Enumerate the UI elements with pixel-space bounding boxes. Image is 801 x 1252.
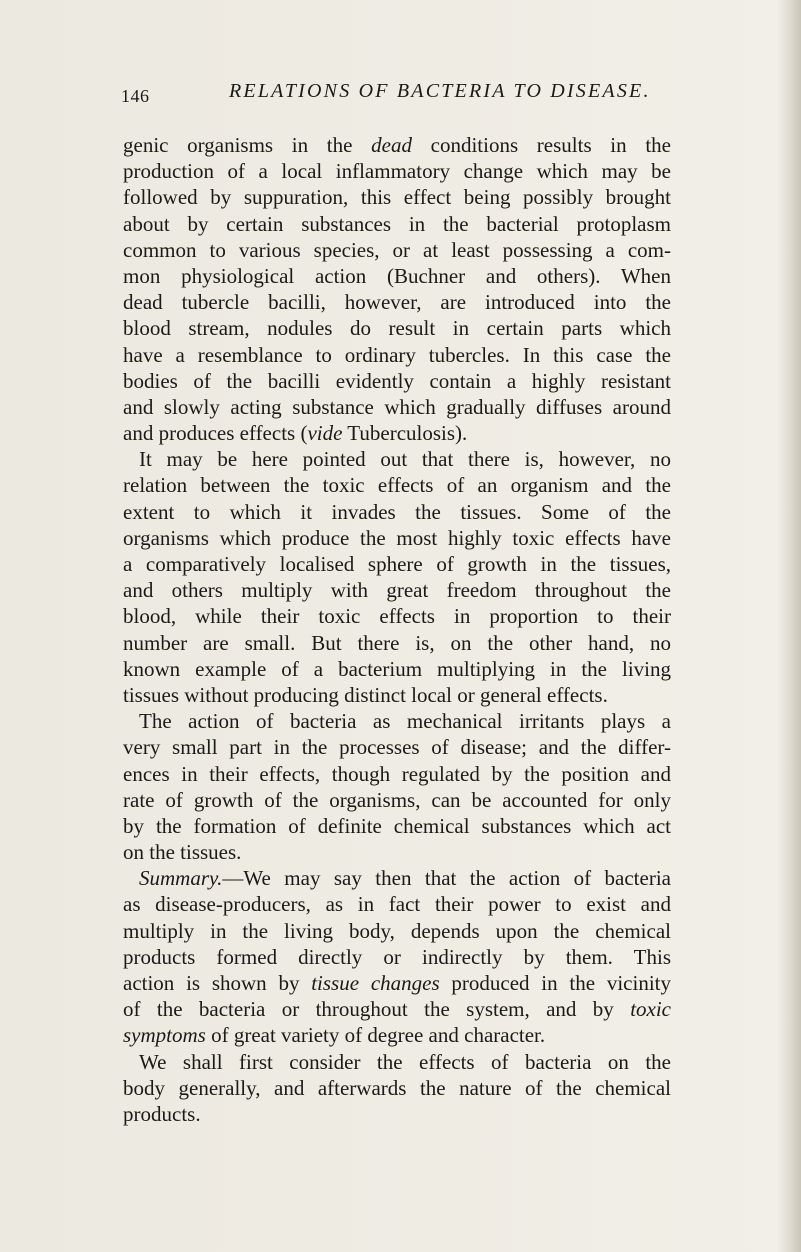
text-run: common to various species, or at least possessing a com- — [123, 237, 671, 262]
text-run: ences in their effects, though regulated by the position and — [123, 761, 671, 786]
text-run: relation between the toxic effects of an organism and the — [123, 473, 671, 498]
text-line — [123, 368, 671, 394]
text-run: multiply in the living body, depends upon the chemical — [123, 918, 671, 943]
text-line — [123, 315, 671, 341]
text-run: products formed directly or indirectly by them. This — [123, 944, 671, 969]
text-run: as disease-producers, as in fact their power to exist and — [123, 892, 671, 917]
text-line — [123, 342, 671, 368]
text-run: and others multiply with great freedom throughout the — [123, 578, 671, 603]
text-run: It may be here pointed out that there is, however, no — [139, 447, 671, 472]
text-line — [123, 472, 671, 498]
text-line — [123, 132, 671, 158]
text-run: have a resemblance to ordinary tubercles. In this case the — [123, 342, 671, 367]
text-line — [123, 944, 671, 970]
text-run: on the tissues. — [123, 840, 242, 865]
text-line — [123, 289, 671, 315]
text-run: tissues without producing distinct local or general effects. — [123, 682, 608, 707]
text-run: by the formation of definite chemical substances which act — [123, 813, 671, 838]
text-line — [123, 970, 671, 996]
text-run: Summary.—We may say then that the action of bacteria — [139, 866, 671, 891]
page-number: 146 — [121, 86, 150, 106]
body-text — [123, 132, 671, 1127]
text-run: extent to which it invades the tissues. Some of the — [123, 499, 671, 524]
text-run: body generally, and afterwards the nature of the chemical — [123, 1075, 671, 1100]
text-run: of the bacteria or throughout the system, and by toxic — [123, 997, 671, 1022]
text-line — [123, 420, 671, 446]
text-line — [123, 734, 671, 760]
text-run: The action of bacteria as mechanical irritants plays a — [139, 709, 671, 734]
text-line — [123, 499, 671, 525]
text-run: blood stream, nodules do result in certain parts which — [123, 316, 671, 341]
text-run: a comparatively localised sphere of growth in the tissues, — [123, 552, 671, 576]
text-line — [123, 1075, 671, 1101]
text-line — [123, 577, 671, 603]
text-run: known example of a bacterium multiplying in the living — [123, 656, 671, 681]
text-run: production of a local inflammatory change which may be — [123, 159, 671, 184]
text-run: followed by suppuration, this effect being possibly brought — [123, 185, 671, 210]
text-line — [123, 263, 671, 289]
text-run: genic organisms in the dead conditions results in the — [123, 133, 671, 157]
text-run: action is shown by tissue changes produced in the vicinity — [123, 971, 671, 995]
text-run: bodies of the bacilli evidently contain a highly resistant — [123, 368, 671, 393]
text-run: symptoms of great variety of degree and character. — [123, 1023, 546, 1048]
text-run: and slowly acting substance which gradually diffuses around — [123, 394, 671, 419]
text-line — [123, 682, 671, 708]
text-run: dead tubercle bacilli, however, are introduced into the — [123, 290, 671, 315]
text-run: very small part in the processes of disease; and the differ- — [123, 735, 671, 760]
running-head: RELATIONS OF BACTERIA TO DISEASE. — [229, 80, 651, 102]
text-line — [123, 656, 671, 682]
text-line — [123, 996, 671, 1022]
page-header — [121, 80, 681, 110]
text-run: about by certain substances in the bacterial protoplasm — [123, 211, 671, 236]
page-edge-shadow — [777, 0, 801, 1252]
text-line — [123, 761, 671, 787]
paragraph-start-line — [123, 708, 671, 734]
text-line — [123, 603, 671, 629]
text-run: blood, while their toxic effects in proportion to their — [123, 604, 671, 629]
paragraph-start-line — [123, 446, 671, 472]
text-run: We shall first consider the effects of bacteria on the — [139, 1049, 671, 1074]
text-line — [123, 184, 671, 210]
text-line — [123, 158, 671, 184]
text-line — [123, 1022, 671, 1048]
text-line — [123, 525, 671, 551]
text-line — [123, 211, 671, 237]
paragraph-start-line — [123, 865, 671, 891]
text-line — [123, 813, 671, 839]
text-run: rate of growth of the organisms, can be accounted for only — [123, 787, 671, 812]
text-line — [123, 1101, 671, 1127]
text-line — [123, 630, 671, 656]
text-run: and produces effects (vide Tuberculosis). — [123, 421, 468, 446]
text-line — [123, 918, 671, 944]
text-line — [123, 839, 671, 865]
paragraph-start-line — [123, 1049, 671, 1075]
text-line — [123, 394, 671, 420]
text-line — [123, 891, 671, 917]
text-line — [123, 237, 671, 263]
text-run: mon physiological action (Buchner and others). When — [123, 263, 671, 288]
text-line — [123, 787, 671, 813]
text-run: organisms which produce the most highly toxic effects have — [123, 525, 671, 550]
text-run: number are small. But there is, on the other hand, no — [123, 630, 671, 655]
text-line — [123, 551, 671, 577]
text-run: products. — [123, 1101, 201, 1126]
